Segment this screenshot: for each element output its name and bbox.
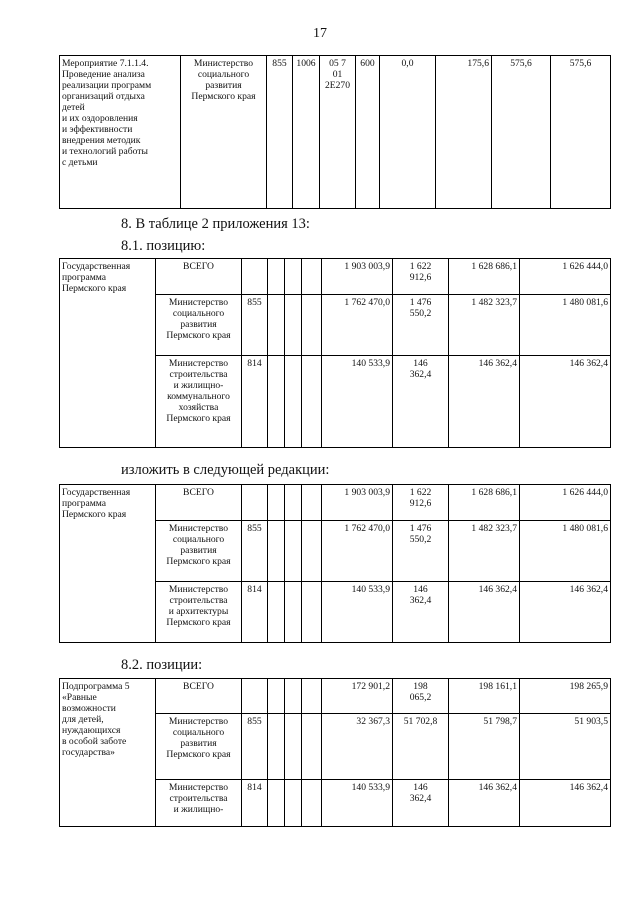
value-1: 32 367,3 xyxy=(322,714,393,780)
program-table-original xyxy=(59,258,611,448)
empty-code-cell xyxy=(302,679,322,714)
table-row xyxy=(60,679,611,714)
expense-type-code: 600 xyxy=(356,56,380,209)
value-1: 1 762 470,0 xyxy=(322,295,393,356)
ministry-code: 855 xyxy=(267,56,293,209)
subsection-heading-8-1: 8.1. позицию: xyxy=(121,238,206,254)
empty-code-cell xyxy=(268,582,285,643)
section-code: 1006 xyxy=(293,56,320,209)
value-4: 1 626 444,0 xyxy=(520,485,611,521)
empty-code-cell xyxy=(268,521,285,582)
value-3: 1 482 323,7 xyxy=(449,521,520,582)
subsection-heading-8-2: 8.2. позиции: xyxy=(121,657,203,673)
empty-code-cell xyxy=(302,780,322,827)
organization-name: Министерство строительства и архитектуры Пермского края xyxy=(156,582,242,643)
empty-code-cell xyxy=(285,679,302,714)
value-1: 1 762 470,0 xyxy=(322,521,393,582)
empty-code-cell xyxy=(285,259,302,295)
subprogram-table xyxy=(59,678,611,827)
value-3: 198 161,1 xyxy=(449,679,520,714)
value-4: 146 362,4 xyxy=(520,356,611,448)
ministry-name: Министерство социального развития Пермского края xyxy=(181,56,267,209)
table-row xyxy=(60,259,611,295)
empty-code-cell xyxy=(302,295,322,356)
value-2: 1 622 912,6 xyxy=(393,259,449,295)
value-4: 198 265,9 xyxy=(520,679,611,714)
value-3: 1 628 686,1 xyxy=(449,485,520,521)
empty-code-cell xyxy=(285,521,302,582)
value-2: 1 476 550,2 xyxy=(393,521,449,582)
value-1: 140 533,9 xyxy=(322,780,393,827)
empty-code-cell xyxy=(285,485,302,521)
program-name: Государственная программа Пермского края xyxy=(60,485,156,643)
section-heading-8: 8. В таблице 2 приложения 13: xyxy=(121,216,310,232)
organization-name: Министерство социального развития Пермского края xyxy=(156,714,242,780)
empty-code-cell xyxy=(268,259,285,295)
value-4: 51 903,5 xyxy=(520,714,611,780)
page-number: 17 xyxy=(313,26,327,41)
table-row xyxy=(60,485,611,521)
value-2: 198 065,2 xyxy=(393,679,449,714)
empty-code-cell xyxy=(285,582,302,643)
empty-code-cell xyxy=(285,295,302,356)
value-1: 1 903 003,9 xyxy=(322,259,393,295)
program-name: Государственная программа Пермского края xyxy=(60,259,156,448)
ministry-code xyxy=(242,485,268,521)
ministry-code: 855 xyxy=(242,521,268,582)
value-1: 0,0 xyxy=(380,56,436,209)
empty-code-cell xyxy=(285,714,302,780)
value-3: 146 362,4 xyxy=(449,780,520,827)
empty-code-cell xyxy=(302,714,322,780)
ministry-code: 855 xyxy=(242,295,268,356)
organization-name: Министерство строительства и жилищно- xyxy=(156,780,242,827)
target-article-code: 05 7 01 2E270 xyxy=(320,56,356,209)
value-3: 575,6 xyxy=(492,56,551,209)
value-2: 51 702,8 xyxy=(393,714,449,780)
value-1: 1 903 003,9 xyxy=(322,485,393,521)
replacement-heading: изложить в следующей редакции: xyxy=(121,462,330,478)
value-1: 140 533,9 xyxy=(322,582,393,643)
empty-code-cell xyxy=(268,356,285,448)
empty-code-cell xyxy=(268,714,285,780)
empty-code-cell xyxy=(302,356,322,448)
value-2: 1 622 912,6 xyxy=(393,485,449,521)
empty-code-cell xyxy=(268,295,285,356)
organization-name: ВСЕГО xyxy=(156,679,242,714)
value-2: 1 476 550,2 xyxy=(393,295,449,356)
empty-code-cell xyxy=(302,259,322,295)
value-2: 146 362,4 xyxy=(393,356,449,448)
value-3: 146 362,4 xyxy=(449,582,520,643)
ministry-code: 814 xyxy=(242,582,268,643)
value-1: 172 901,2 xyxy=(322,679,393,714)
value-3: 1 628 686,1 xyxy=(449,259,520,295)
ministry-code xyxy=(242,679,268,714)
empty-code-cell xyxy=(268,780,285,827)
value-4: 1 480 081,6 xyxy=(520,295,611,356)
value-2: 146 362,4 xyxy=(393,780,449,827)
empty-code-cell xyxy=(268,679,285,714)
program-name: Подпрограмма 5 «Равные возможности для детей, нуждающихся в особой заботе государства» xyxy=(60,679,156,827)
value-3: 51 798,7 xyxy=(449,714,520,780)
activity-name: Мероприятие 7.1.1.4. Проведение анализа реализации программ организаций отдыха детей и их оздоровления и эффективности внедрения методик и технологий работы с детьми xyxy=(60,56,181,209)
organization-name: ВСЕГО xyxy=(156,485,242,521)
organization-name: ВСЕГО xyxy=(156,259,242,295)
empty-code-cell xyxy=(285,780,302,827)
activity-table xyxy=(59,55,611,209)
value-4: 575,6 xyxy=(551,56,611,209)
empty-code-cell xyxy=(285,356,302,448)
ministry-code: 814 xyxy=(242,780,268,827)
empty-code-cell xyxy=(302,521,322,582)
ministry-code: 855 xyxy=(242,714,268,780)
value-1: 140 533,9 xyxy=(322,356,393,448)
ministry-code xyxy=(242,259,268,295)
value-4: 146 362,4 xyxy=(520,780,611,827)
value-4: 146 362,4 xyxy=(520,582,611,643)
empty-code-cell xyxy=(302,582,322,643)
organization-name: Министерство строительства и жилищно- коммунального хозяйства Пермского края xyxy=(156,356,242,448)
value-3: 1 482 323,7 xyxy=(449,295,520,356)
ministry-code: 814 xyxy=(242,356,268,448)
program-table-revised xyxy=(59,484,611,643)
value-3: 146 362,4 xyxy=(449,356,520,448)
value-2: 146 362,4 xyxy=(393,582,449,643)
organization-name: Министерство социального развития Пермского края xyxy=(156,521,242,582)
value-4: 1 480 081,6 xyxy=(520,521,611,582)
empty-code-cell xyxy=(268,485,285,521)
value-2: 175,6 xyxy=(436,56,492,209)
organization-name: Министерство социального развития Пермского края xyxy=(156,295,242,356)
value-4: 1 626 444,0 xyxy=(520,259,611,295)
empty-code-cell xyxy=(302,485,322,521)
